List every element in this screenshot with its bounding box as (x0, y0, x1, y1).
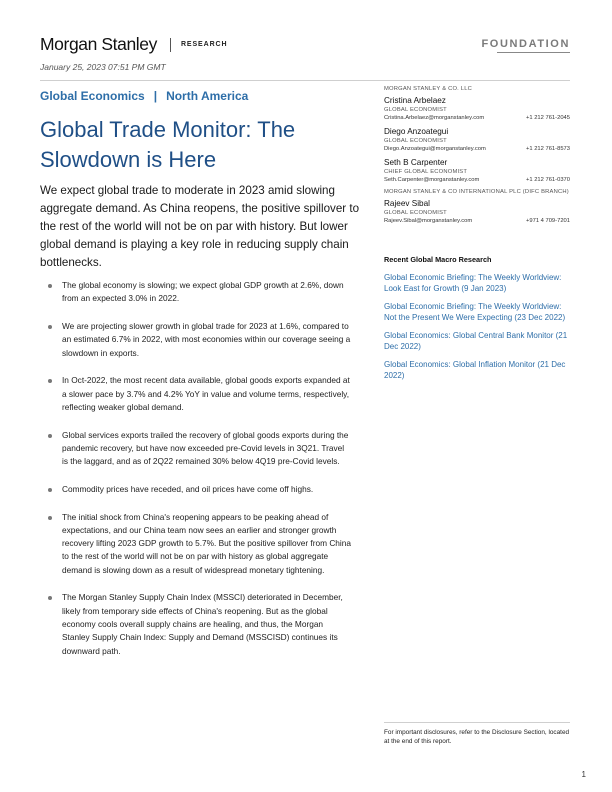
analyst-phone: +1 212 761-2045 (525, 115, 570, 121)
analyst-email[interactable]: Cristina.Arbelaez@morganstanley.com (384, 115, 485, 121)
macro-research-link[interactable]: Global Economics: Global Central Bank Monitor (21 Dec 2022) (384, 331, 568, 351)
key-points-list (48, 279, 352, 672)
analyst-title: CHIEF GLOBAL ECONOMIST (384, 169, 468, 175)
analyst-title: GLOBAL ECONOMIST (384, 107, 447, 113)
subject-primary: Global Economics (40, 89, 145, 103)
foundation-badge: FOUNDATION (481, 38, 570, 50)
analyst-contacts (384, 86, 570, 230)
key-point: The global economy is slowing; we expect global GDP growth at 2.6%, down from an expected 3.0% in 2022. (48, 279, 352, 306)
research-label: RESEARCH (180, 41, 228, 48)
key-point: Global services exports trailed the recovery of global goods exports during the pandemic recovery, but have now exceeded pre-Covid levels in 3Q21. Travel is the laggard, and as of 2Q22 remained 30% below 4Q19 pre-Covid levels. (48, 429, 352, 469)
page-number: 1 (581, 770, 586, 779)
key-point: In Oct-2022, the most recent data available, global goods exports expanded at a slower pace by 3.7% and 4.2% YoY in value and volume terms, respectively, reflecting weaker global demand. (48, 374, 352, 414)
publish-date: January 25, 2023 07:51 PM GMT (40, 62, 166, 72)
macro-research-link[interactable]: Global Economic Briefing: The Weekly Worldview: Look East for Growth (9 Jan 2023) (384, 273, 562, 293)
analyst-contact-row (384, 114, 570, 122)
disclosure-rule (384, 722, 570, 723)
macro-research-list (384, 273, 570, 389)
subject-secondary: North America (166, 89, 249, 103)
lead-summary: We expect global trade to moderate in 2023 amid slowing aggregate demand. As China reopens, the positive spillover to the rest of the world will not be on par with history. But lower global demand is playing a key role in reducing supply chain bottlenecks. (40, 184, 360, 269)
key-point: Commodity prices have receded, and oil prices have come off highs. (48, 483, 352, 496)
analyst-email[interactable]: Diego.Anzoategui@morganstanley.com (384, 146, 486, 152)
analyst-card (384, 127, 570, 153)
header-divider (170, 38, 171, 52)
analyst-name: Diego Anzoategui (384, 127, 449, 136)
analyst-contact-row (384, 145, 570, 153)
macro-research-link[interactable]: Global Economic Briefing: The Weekly Worldview: Not the Present We Were Expecting (23 Dec 2022) (384, 302, 566, 322)
analyst-name: Seth B Carpenter (384, 158, 448, 167)
analyst-phone: +1 212 761-0370 (525, 177, 570, 183)
key-point: The initial shock from China's reopening appears to be peaking ahead of expectations, and our China team now sees an earlier and stronger growth recovery lifting 2023 GDP growth to 5.7%. But the positive spillover from China to the rest of the world will not be on par with history as global aggregate demand is slowing down as a result of widespread monetary tightening. (48, 511, 352, 577)
analyst-card (384, 199, 570, 225)
macro-research-heading: Recent Global Macro Research (384, 255, 492, 264)
analyst-phone: +971 4 709-7201 (525, 218, 570, 224)
analyst-name: Cristina Arbelaez (384, 96, 446, 105)
analyst-email[interactable]: Seth.Carpenter@morganstanley.com (384, 177, 480, 183)
macro-research-link[interactable]: Global Economics: Global Inflation Monitor (21 Dec 2022) (384, 360, 566, 380)
header-rule (40, 80, 570, 81)
analyst-phone: +1 212 761-8573 (525, 146, 570, 152)
key-point: We are projecting slower growth in global trade for 2023 at 1.6%, compared to an estimated 6.7% in 2022, with most economies within our coverage seeing a slowdown in exports. (48, 320, 352, 360)
key-point: The Morgan Stanley Supply Chain Index (MSSCI) deteriorated in December, likely from temporary side effects of China's reopening. But as the global economy cools overall supply chains are healing, and thus, the Morgan Stanley Supply Chain Index: Supply and Demand (MSSCISD) continues its downward path. (48, 591, 352, 657)
subject-line (40, 89, 248, 103)
analyst-title: GLOBAL ECONOMIST (384, 138, 447, 144)
analyst-email[interactable]: Rajeev.Sibal@morganstanley.com (384, 218, 473, 224)
analyst-contact-row (384, 176, 570, 184)
morgan-stanley-logo: Morgan Stanley (40, 34, 157, 54)
report-header (40, 34, 227, 55)
analyst-card (384, 96, 570, 122)
report-title: Global Trade Monitor: The Slowdown is Here (40, 117, 296, 172)
firm-name: MORGAN STANLEY & CO INTERNATIONAL PLC (DIFC BRANCH) (384, 189, 569, 195)
analyst-card (384, 158, 570, 184)
foundation-underline (497, 52, 570, 53)
analyst-title: GLOBAL ECONOMIST (384, 210, 447, 216)
analyst-contact-row (384, 217, 570, 225)
subject-separator: | (153, 89, 158, 103)
disclosure-note: For important disclosures, refer to the Disclosure Section, located at the end of this report. (384, 729, 570, 745)
analyst-name: Rajeev Sibal (384, 199, 430, 208)
firm-name: MORGAN STANLEY & CO. LLC (384, 86, 473, 92)
